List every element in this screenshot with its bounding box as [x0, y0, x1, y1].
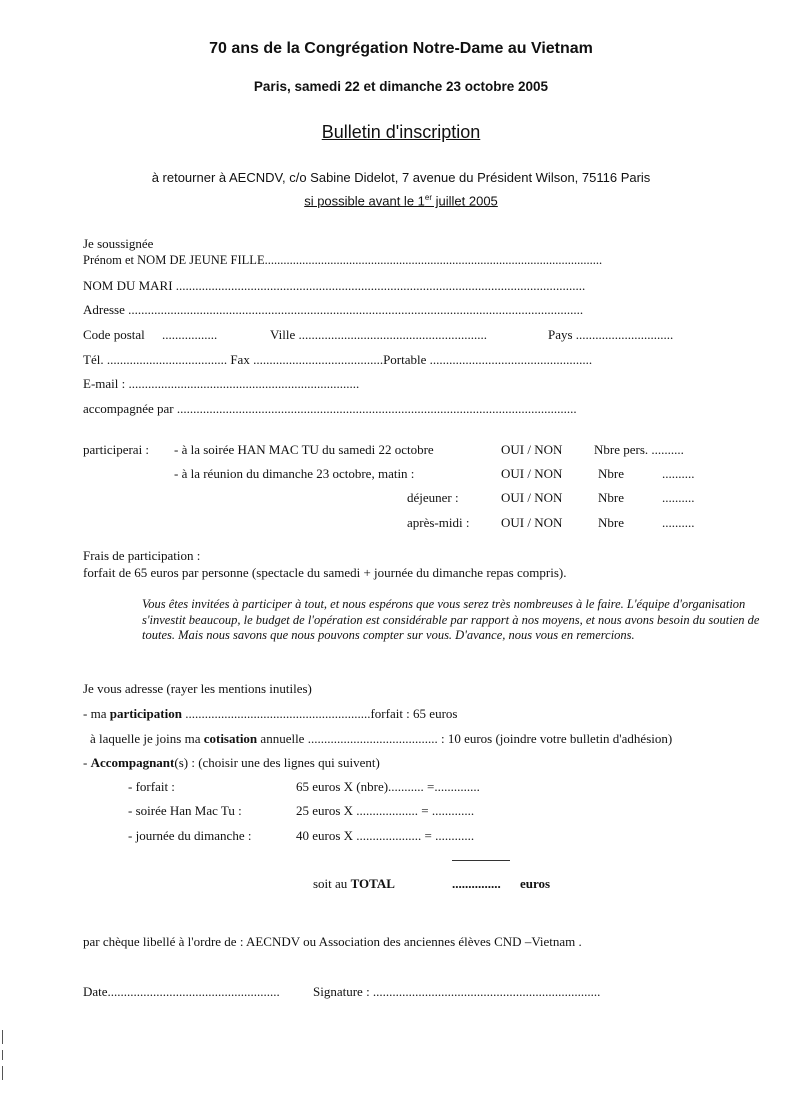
payment-accompagnant	[83, 755, 380, 771]
matin-oui-non[interactable]: OUI / NON	[501, 466, 563, 481]
deadline-text: si possible avant le 1	[304, 193, 425, 209]
p1-suffix: .........................................................forfait : 65 euros	[181, 706, 458, 721]
deadline-note	[0, 193, 802, 208]
field-pays[interactable]: Pays ..............................	[548, 327, 674, 342]
field-signature[interactable]: Signature : ......................................................................	[313, 984, 601, 999]
apres-midi-label: après-midi :	[407, 515, 470, 530]
line-soiree-calc[interactable]: 25 euros X ................... = .............	[296, 803, 475, 818]
line-forfait-label: - forfait :	[128, 779, 175, 794]
deadline-text-end: juillet 2005	[432, 193, 498, 209]
deadline-superscript: er	[424, 193, 433, 202]
apres-midi-nbre-label: Nbre	[598, 515, 624, 530]
line-forfait-calc[interactable]: 65 euros X (nbre)........... =..............	[296, 779, 480, 794]
field-nom-mari[interactable]: NOM DU MARI ..............................................................................................................................	[83, 278, 586, 293]
dejeuner-nbre-field[interactable]: ..........	[662, 490, 695, 505]
return-address: à retourner à AECNDV, c/o Sabine Didelot, 7 avenue du Président Wilson, 75116 Paris	[151, 170, 651, 185]
reunion-matin: - à la réunion du dimanche 23 octobre, matin :	[174, 466, 415, 481]
field-date[interactable]: Date.....................................................	[83, 984, 280, 999]
matin-nbre-field[interactable]: ..........	[662, 466, 695, 481]
p3-suffix: (s) : (choisir une des lignes qui suivent)	[174, 755, 380, 770]
p3-prefix: -	[83, 755, 91, 770]
dejeuner-oui-non[interactable]: OUI / NON	[501, 490, 563, 505]
intro-soussignee: Je soussignée	[83, 236, 154, 251]
apres-midi-oui-non[interactable]: OUI / NON	[501, 515, 563, 530]
scan-edge-mark	[2, 1050, 3, 1060]
field-ville[interactable]: Ville ..........................................................	[270, 327, 487, 342]
p1-prefix: - ma	[83, 706, 110, 721]
dejeuner-label: déjeuner :	[407, 490, 459, 505]
field-adresse[interactable]: Adresse ............................................................................................................................................	[83, 302, 584, 317]
payment-cotisation	[90, 731, 672, 747]
cheque-instructions: par chèque libellé à l'ordre de : AECNDV ou Association des anciennes élèves CND –Vietnam .	[83, 934, 582, 949]
field-code-postal-label: Code postal	[83, 327, 145, 342]
event-dates: Paris, samedi 22 et dimanche 23 octobre 2005	[253, 79, 549, 94]
matin-nbre-label: Nbre	[598, 466, 624, 481]
scan-edge-mark	[2, 1066, 3, 1080]
field-prenom-nom[interactable]: Prénom et NOM DE JEUNE FILLE............................................................................................................	[83, 253, 603, 267]
payment-intro: Je vous adresse (rayer les mentions inutiles)	[83, 681, 312, 696]
document-title: 70 ans de la Congrégation Notre-Dame au Vietnam	[209, 40, 593, 57]
encouragement-note: Vous êtes invitées à participer à tout, et nous espérons que vous serez très nombreuses à le faire. L'équipe d'organisation s'investit beaucoup, le budget de l'opération est considérable par rapport à nos moyens, et nous avons besoin du soutien de toutes. Mais nous savons que nous pouvons compter sur vous. D'avance, nous vous en remercions.	[142, 597, 760, 642]
p3-bold: Accompagnant	[90, 755, 175, 770]
total-unit: euros	[520, 876, 551, 891]
soiree-nbre-pers[interactable]: Nbre pers. ..........	[594, 442, 684, 457]
form-title: Bulletin d'inscription	[321, 122, 481, 142]
dejeuner-nbre-label: Nbre	[598, 490, 624, 505]
payment-participation	[83, 706, 457, 722]
scan-edge-mark	[2, 1030, 3, 1044]
field-tel-fax-portable[interactable]: Tél. ..................................... Fax ........................................Portable ..................................................	[83, 352, 593, 367]
p2-prefix: à laquelle je joins ma	[90, 731, 204, 746]
p2-bold: cotisation	[203, 731, 258, 746]
p1-bold: participation	[109, 706, 182, 721]
fees-label: Frais de participation :	[83, 548, 201, 563]
p2-suffix: annuelle ........................................ : 10 euros (joindre votre bulletin d'adhésion)	[257, 731, 673, 746]
total-field[interactable]: ...............	[452, 876, 501, 891]
soiree-oui-non[interactable]: OUI / NON	[501, 442, 563, 457]
apres-midi-nbre-field[interactable]: ..........	[662, 515, 695, 530]
total-prefix: soit au	[313, 876, 351, 891]
fees-forfait: forfait de 65 euros par personne (spectacle du samedi + journée du dimanche repas compris).	[83, 565, 567, 580]
participation-label: participerai :	[83, 442, 150, 457]
line-journee-calc[interactable]: 40 euros X .................... = ............	[296, 828, 475, 843]
total-label	[313, 876, 395, 892]
field-code-postal[interactable]: .................	[162, 327, 218, 342]
total-bold: TOTAL	[350, 876, 395, 891]
sum-divider	[452, 860, 510, 861]
soiree-han-mac-tu: - à la soirée HAN MAC TU du samedi 22 octobre	[174, 442, 434, 457]
line-soiree-label: - soirée Han Mac Tu :	[128, 803, 242, 818]
field-accompagnee[interactable]: accompagnée par ...........................................................................................................................	[83, 401, 577, 416]
line-journee-label: - journée du dimanche :	[128, 828, 252, 843]
field-email[interactable]: E-mail : .......................................................................	[83, 376, 360, 391]
